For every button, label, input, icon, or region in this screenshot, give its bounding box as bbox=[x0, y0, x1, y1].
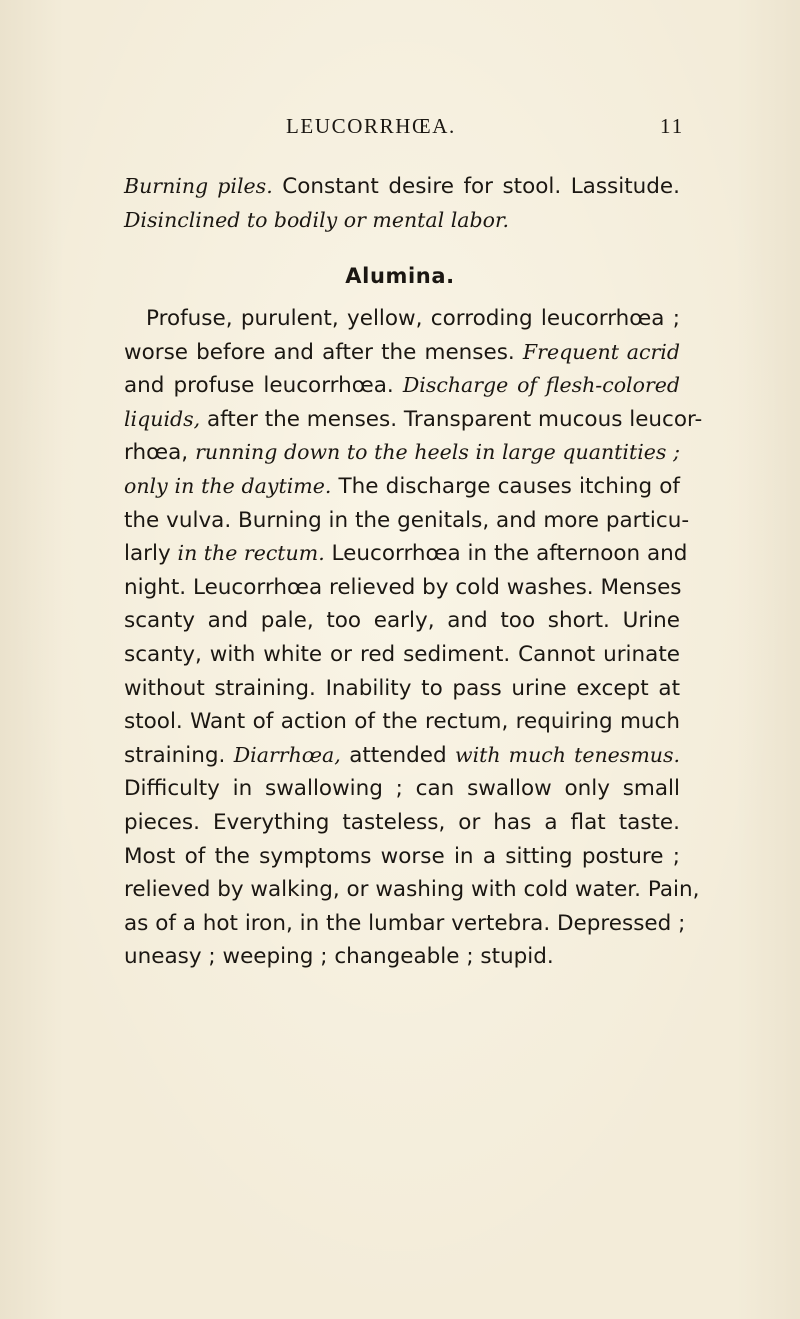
alumina-paragraph bbox=[124, 302, 703, 974]
italic-phrase: liquids, bbox=[124, 406, 201, 431]
text-line bbox=[124, 840, 680, 874]
text-run: Most of the symptoms worse in a sitting posture ; bbox=[124, 843, 680, 869]
text-line bbox=[124, 907, 686, 941]
text-line bbox=[124, 537, 688, 571]
text-line bbox=[124, 705, 680, 739]
text-run: Difficulty in swallowing ; can swallow only small bbox=[124, 776, 680, 802]
italic-phrase: Frequent acrid bbox=[522, 339, 680, 364]
text-run: Constant desire for stool. Lassitude. bbox=[272, 174, 680, 199]
text-line bbox=[124, 170, 680, 204]
text-line bbox=[124, 772, 680, 806]
text-line bbox=[124, 739, 680, 773]
italic-phrase: with much tenesmus. bbox=[455, 742, 680, 767]
text-line bbox=[124, 336, 680, 370]
text-run: straining. bbox=[124, 742, 234, 768]
text-line bbox=[124, 470, 680, 504]
text-line bbox=[124, 403, 703, 437]
text-run: rhœa, bbox=[124, 440, 196, 466]
text-run: scanty, with white or red sediment. Cannot urinate bbox=[124, 641, 680, 667]
italic-phrase: Diarrhœa, bbox=[233, 742, 341, 767]
text-run: larly bbox=[124, 541, 178, 567]
text-run: pieces. Everything tasteless, or has a flat taste. bbox=[124, 809, 680, 835]
text-line bbox=[124, 369, 680, 403]
text-run: stool. Want of action of the rectum, requiring much bbox=[124, 709, 680, 735]
text-line bbox=[124, 571, 680, 605]
page-number: 11 bbox=[660, 114, 685, 138]
text-line bbox=[124, 436, 680, 470]
text-run: scanty and pale, too early, and too short. Urine bbox=[124, 608, 680, 634]
section-heading: Alumina. bbox=[345, 264, 455, 288]
text-run: after the menses. Transparent mucous leucor- bbox=[200, 406, 703, 432]
text-line bbox=[124, 504, 690, 538]
italic-phrase: Burning piles. bbox=[124, 174, 273, 198]
text-run: worse before and after the menses. bbox=[124, 339, 523, 365]
text-run: relieved by walking, or washing with cold water. Pain, bbox=[124, 877, 700, 903]
text-line bbox=[124, 604, 680, 638]
italic-phrase: in the rectum. bbox=[177, 541, 325, 566]
italic-phrase: Disinclined to bodily or mental labor. bbox=[124, 207, 510, 232]
text-run: Profuse, purulent, yellow, corroding leucorrhœa ; bbox=[146, 306, 680, 331]
italic-phrase: Discharge of flesh-colored bbox=[402, 373, 680, 398]
text-line bbox=[124, 204, 680, 238]
italic-phrase: running down to the heels in large quantities ; bbox=[195, 440, 680, 465]
text-line bbox=[124, 302, 680, 336]
running-title: LEUCORRHŒA. bbox=[286, 114, 456, 138]
intro-paragraph bbox=[124, 170, 680, 237]
text-line bbox=[124, 940, 680, 974]
text-run: the vulva. Burning in the genitals, and more particu- bbox=[124, 507, 690, 533]
text-run: night. Leucorrhœa relieved by cold washes. Menses bbox=[124, 574, 682, 600]
italic-phrase: only in the daytime. bbox=[124, 473, 332, 498]
running-head bbox=[0, 114, 800, 144]
text-run: The discharge causes itching of bbox=[331, 473, 681, 499]
text-run: as of a hot iron, in the lumbar vertebra. Depressed ; bbox=[124, 910, 686, 936]
text-run: without straining. Inability to pass urine except at bbox=[124, 675, 680, 701]
text-run: and profuse leucorrhœa. bbox=[124, 373, 403, 399]
text-run: uneasy ; weeping ; changeable ; stupid. bbox=[124, 944, 554, 970]
text-line bbox=[124, 806, 680, 840]
text-line bbox=[124, 638, 680, 672]
text-line bbox=[124, 672, 680, 706]
text-run: Leucorrhœa in the afternoon and bbox=[324, 541, 688, 567]
text-run: attended bbox=[340, 742, 456, 768]
text-line bbox=[124, 873, 700, 907]
